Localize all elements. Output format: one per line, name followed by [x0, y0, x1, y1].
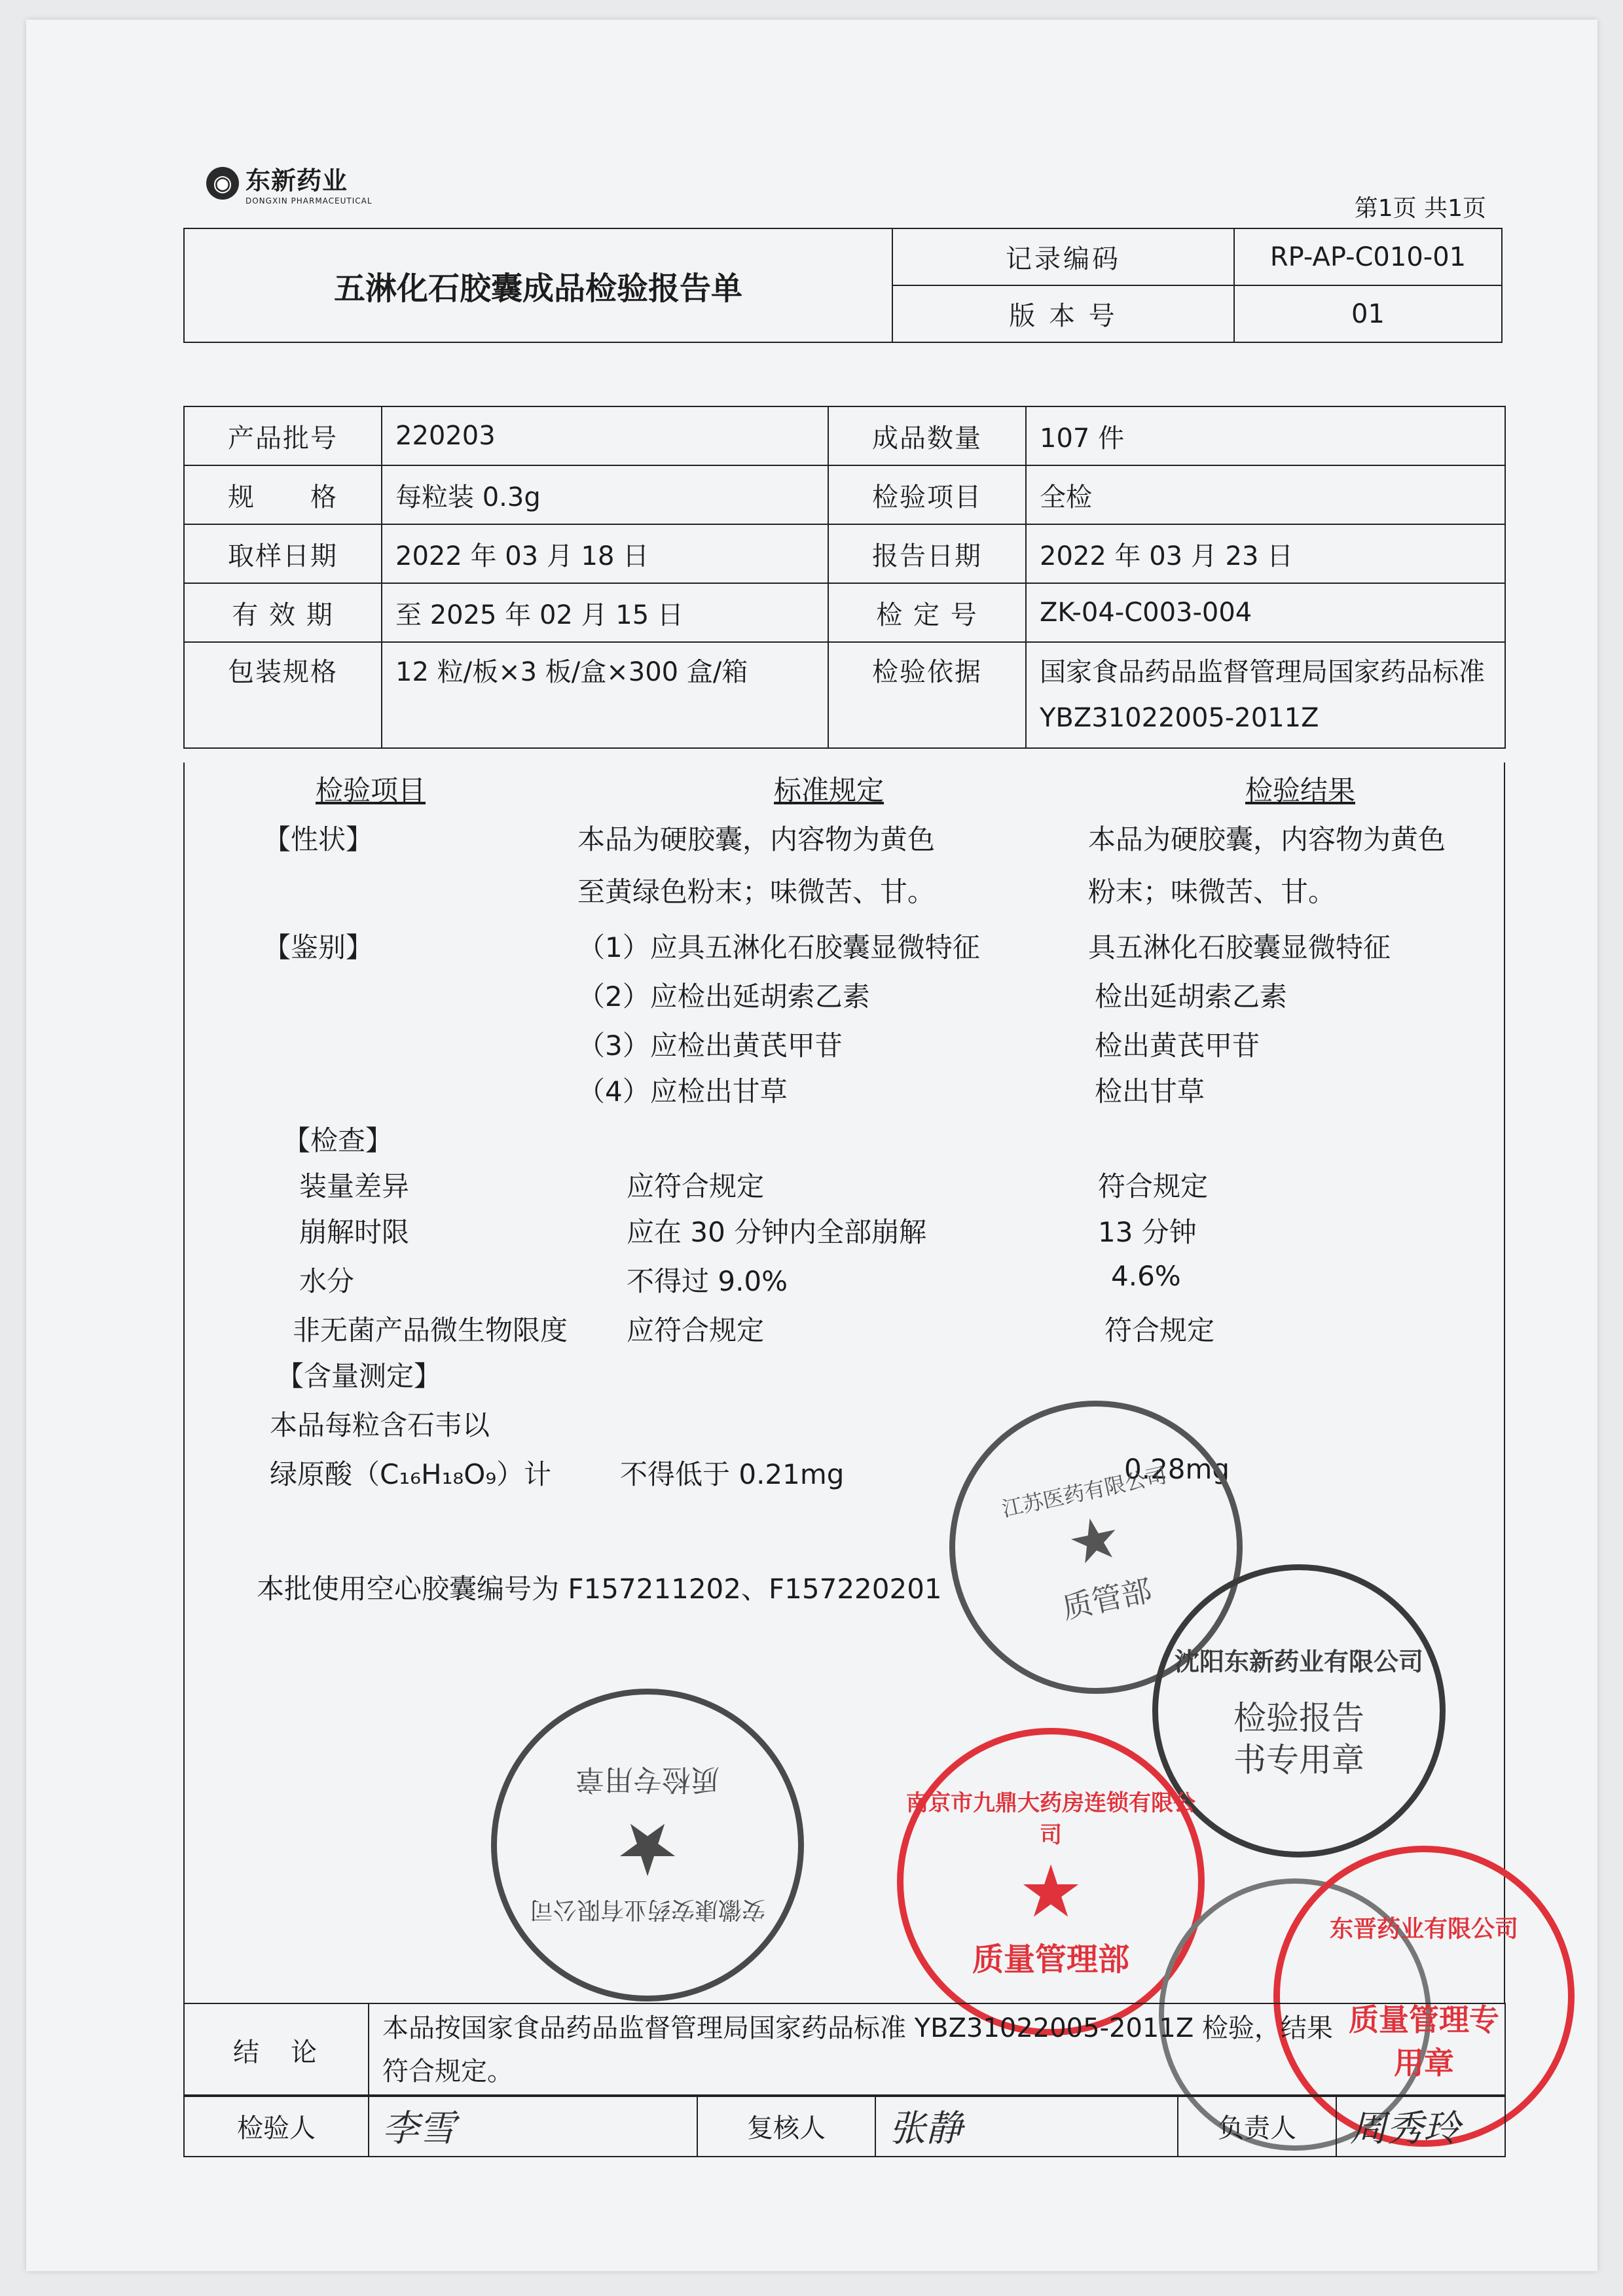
stamp-star-icon-3: ★: [1018, 1849, 1084, 1933]
stamp-nanjing-center: 质量管理部: [972, 1941, 1129, 1978]
assay-line-2: 绿原酸（C₁₆H₁₈O₉）计: [270, 1458, 552, 1490]
reviewer-signature: 张静: [889, 2108, 962, 2150]
ident-result-1: 具五淋化石胶囊显微特征: [1088, 931, 1391, 963]
expiry-value: 至 2025 年 02 月 15 日: [382, 583, 828, 642]
stamp-dongjin-ring: 东晋药业有限公司: [1329, 1915, 1518, 1943]
conclusion-label: 结 论: [184, 2003, 369, 2096]
check-no-value: ZK-04-C003-004: [1026, 583, 1505, 642]
logo-icon: ◉: [206, 167, 239, 200]
traits-label: 【性状】: [263, 823, 374, 855]
col-item-header: 检验项目: [316, 774, 426, 806]
stamp-nanjing-ring: 南京市九鼎大药房连锁有限公司: [906, 1789, 1195, 1848]
stamp-star-icon: ★: [1061, 1501, 1128, 1580]
check-standard-1: 应符合规定: [627, 1170, 765, 1202]
signature-table: [183, 2094, 1506, 2157]
report-date-label: 报告日期: [828, 524, 1026, 583]
check-result-3: 4.6%: [1111, 1260, 1181, 1292]
check-standard-2: 应在 30 分钟内全部崩解: [627, 1216, 927, 1248]
ident-result-3: 检出黄芪甲苷: [1095, 1030, 1260, 1062]
record-no-label: 记录编码: [892, 228, 1234, 285]
check-item-2: 崩解时限: [299, 1216, 410, 1248]
report-date-value: 2022 年 03 月 23 日: [1026, 524, 1505, 583]
ident-standard-1: （1）应具五淋化石胶囊显微特征: [577, 931, 980, 963]
page-number: 第1页 共1页: [1354, 195, 1486, 222]
assay-result: 0.28mg: [1124, 1453, 1230, 1485]
conclusion-table: [183, 2003, 1506, 2097]
info-table: [183, 406, 1506, 749]
check-no-label: 检 定 号: [828, 583, 1026, 642]
ident-result-4: 检出甘草: [1095, 1075, 1205, 1107]
header-table: [183, 228, 1503, 343]
conclusion-text-1: 本品按国家食品药品监督管理局国家药品标准 YBZ31022005-2011Z 检验，结果: [382, 2013, 1333, 2043]
check-result-2: 13 分钟: [1098, 1216, 1197, 1248]
batch-value: 220203: [382, 406, 828, 465]
check-item-3: 水分: [299, 1265, 355, 1297]
ident-standard-3: （3）应检出黄芪甲苷: [577, 1030, 843, 1062]
record-no: RP-AP-C010-01: [1234, 228, 1502, 285]
stamp-guotai-center: 质管部: [1059, 1572, 1155, 1626]
report-page: [26, 20, 1597, 2271]
stamp-nanjing: [897, 1728, 1205, 2036]
version-label: 版 本 号: [892, 285, 1234, 342]
manager-label: 负责人: [1178, 2095, 1336, 2157]
assay-line-1: 本品每粒含石韦以: [270, 1409, 490, 1441]
report-title: 五淋化石胶囊成品检验报告单: [184, 228, 892, 342]
sample-date-value: 2022 年 03 月 18 日: [382, 524, 828, 583]
stamp-anhui: [491, 1689, 804, 2001]
sample-date-label: 取样日期: [184, 524, 382, 583]
batch-label: 产品批号: [184, 406, 382, 465]
traits-result-2: 粉末；味微苦、甘。: [1088, 876, 1336, 908]
check-standard-4: 应符合规定: [627, 1314, 765, 1346]
stamp-dongxin-center: 检验报告书专用章: [1233, 1698, 1364, 1779]
ident-standard-2: （2）应检出延胡索乙素: [577, 980, 870, 1013]
reviewer-label: 复核人: [697, 2095, 875, 2157]
col-standard-header: 标准规定: [774, 774, 884, 806]
stamp-star-icon-2: ★: [615, 1807, 680, 1892]
traits-standard-2: 至黄绿色粉末；味微苦、甘。: [577, 876, 936, 908]
spec-label: 规 格: [184, 465, 382, 524]
conclusion-text: [369, 2003, 1505, 2096]
stamp-anhui-ring: 安徽康安药业有限公司: [530, 1896, 766, 1924]
stamp-guotai-ring: 江苏医药有限公司: [999, 1462, 1169, 1522]
inspector-signature: 李雪: [382, 2108, 456, 2150]
col-result-header: 检验结果: [1245, 774, 1356, 806]
check-result-4: 符合规定: [1104, 1314, 1215, 1346]
stamp-anhui-center: 质检专用章: [575, 1763, 720, 1797]
company-logo: [206, 160, 373, 206]
conclusion-text-2: 符合规定。: [382, 2056, 513, 2087]
check-standard-3: 不得过 9.0%: [627, 1265, 788, 1297]
pack-label: 包装规格: [184, 642, 382, 748]
item-value: 全检: [1026, 465, 1505, 524]
traits-result-1: 本品为硬胶囊，内容物为黄色: [1088, 823, 1446, 855]
manager-signature: 周秀玲: [1350, 2108, 1460, 2150]
item-label: 检验项目: [828, 465, 1026, 524]
check-label: 【检查】: [283, 1124, 393, 1157]
ident-label: 【鉴别】: [263, 931, 374, 963]
version: 01: [1234, 285, 1502, 342]
assay-label: 【含量测定】: [276, 1360, 442, 1392]
assay-standard: 不得低于 0.21mg: [620, 1458, 845, 1490]
spec-value: 每粒装 0.3g: [382, 465, 828, 524]
basis-label: 检验依据: [828, 642, 1026, 748]
qty-label: 成品数量: [828, 406, 1026, 465]
check-result-1: 符合规定: [1098, 1170, 1209, 1202]
capsule-note: 本批使用空心胶囊编号为 F157211202、F157220201: [257, 1573, 942, 1605]
expiry-label: 有 效 期: [184, 583, 382, 642]
inspector-label: 检验人: [184, 2095, 369, 2157]
traits-standard-1: 本品为硬胶囊，内容物为黄色: [577, 823, 936, 855]
stamp-dongxin-ring: 沈阳东新药业有限公司: [1174, 1647, 1423, 1676]
stamp-dongjin-center: 质量管理专用章: [1348, 2001, 1499, 2081]
logo-name: 东新药业: [246, 166, 348, 195]
ident-result-2: 检出延胡索乙素: [1095, 980, 1288, 1013]
ident-standard-4: （4）应检出甘草: [577, 1075, 788, 1107]
basis-value: 国家食品药品监督管理局国家药品标准 YBZ31022005-2011Z: [1026, 642, 1505, 748]
logo-subtitle: DONGXIN PHARMACEUTICAL: [246, 196, 373, 206]
qty-value: 107 件: [1026, 406, 1505, 465]
pack-value: 12 粒/板×3 板/盒×300 盒/箱: [382, 642, 828, 748]
check-item-1: 装量差异: [299, 1170, 410, 1202]
check-item-4: 非无菌产品微生物限度: [293, 1314, 568, 1346]
